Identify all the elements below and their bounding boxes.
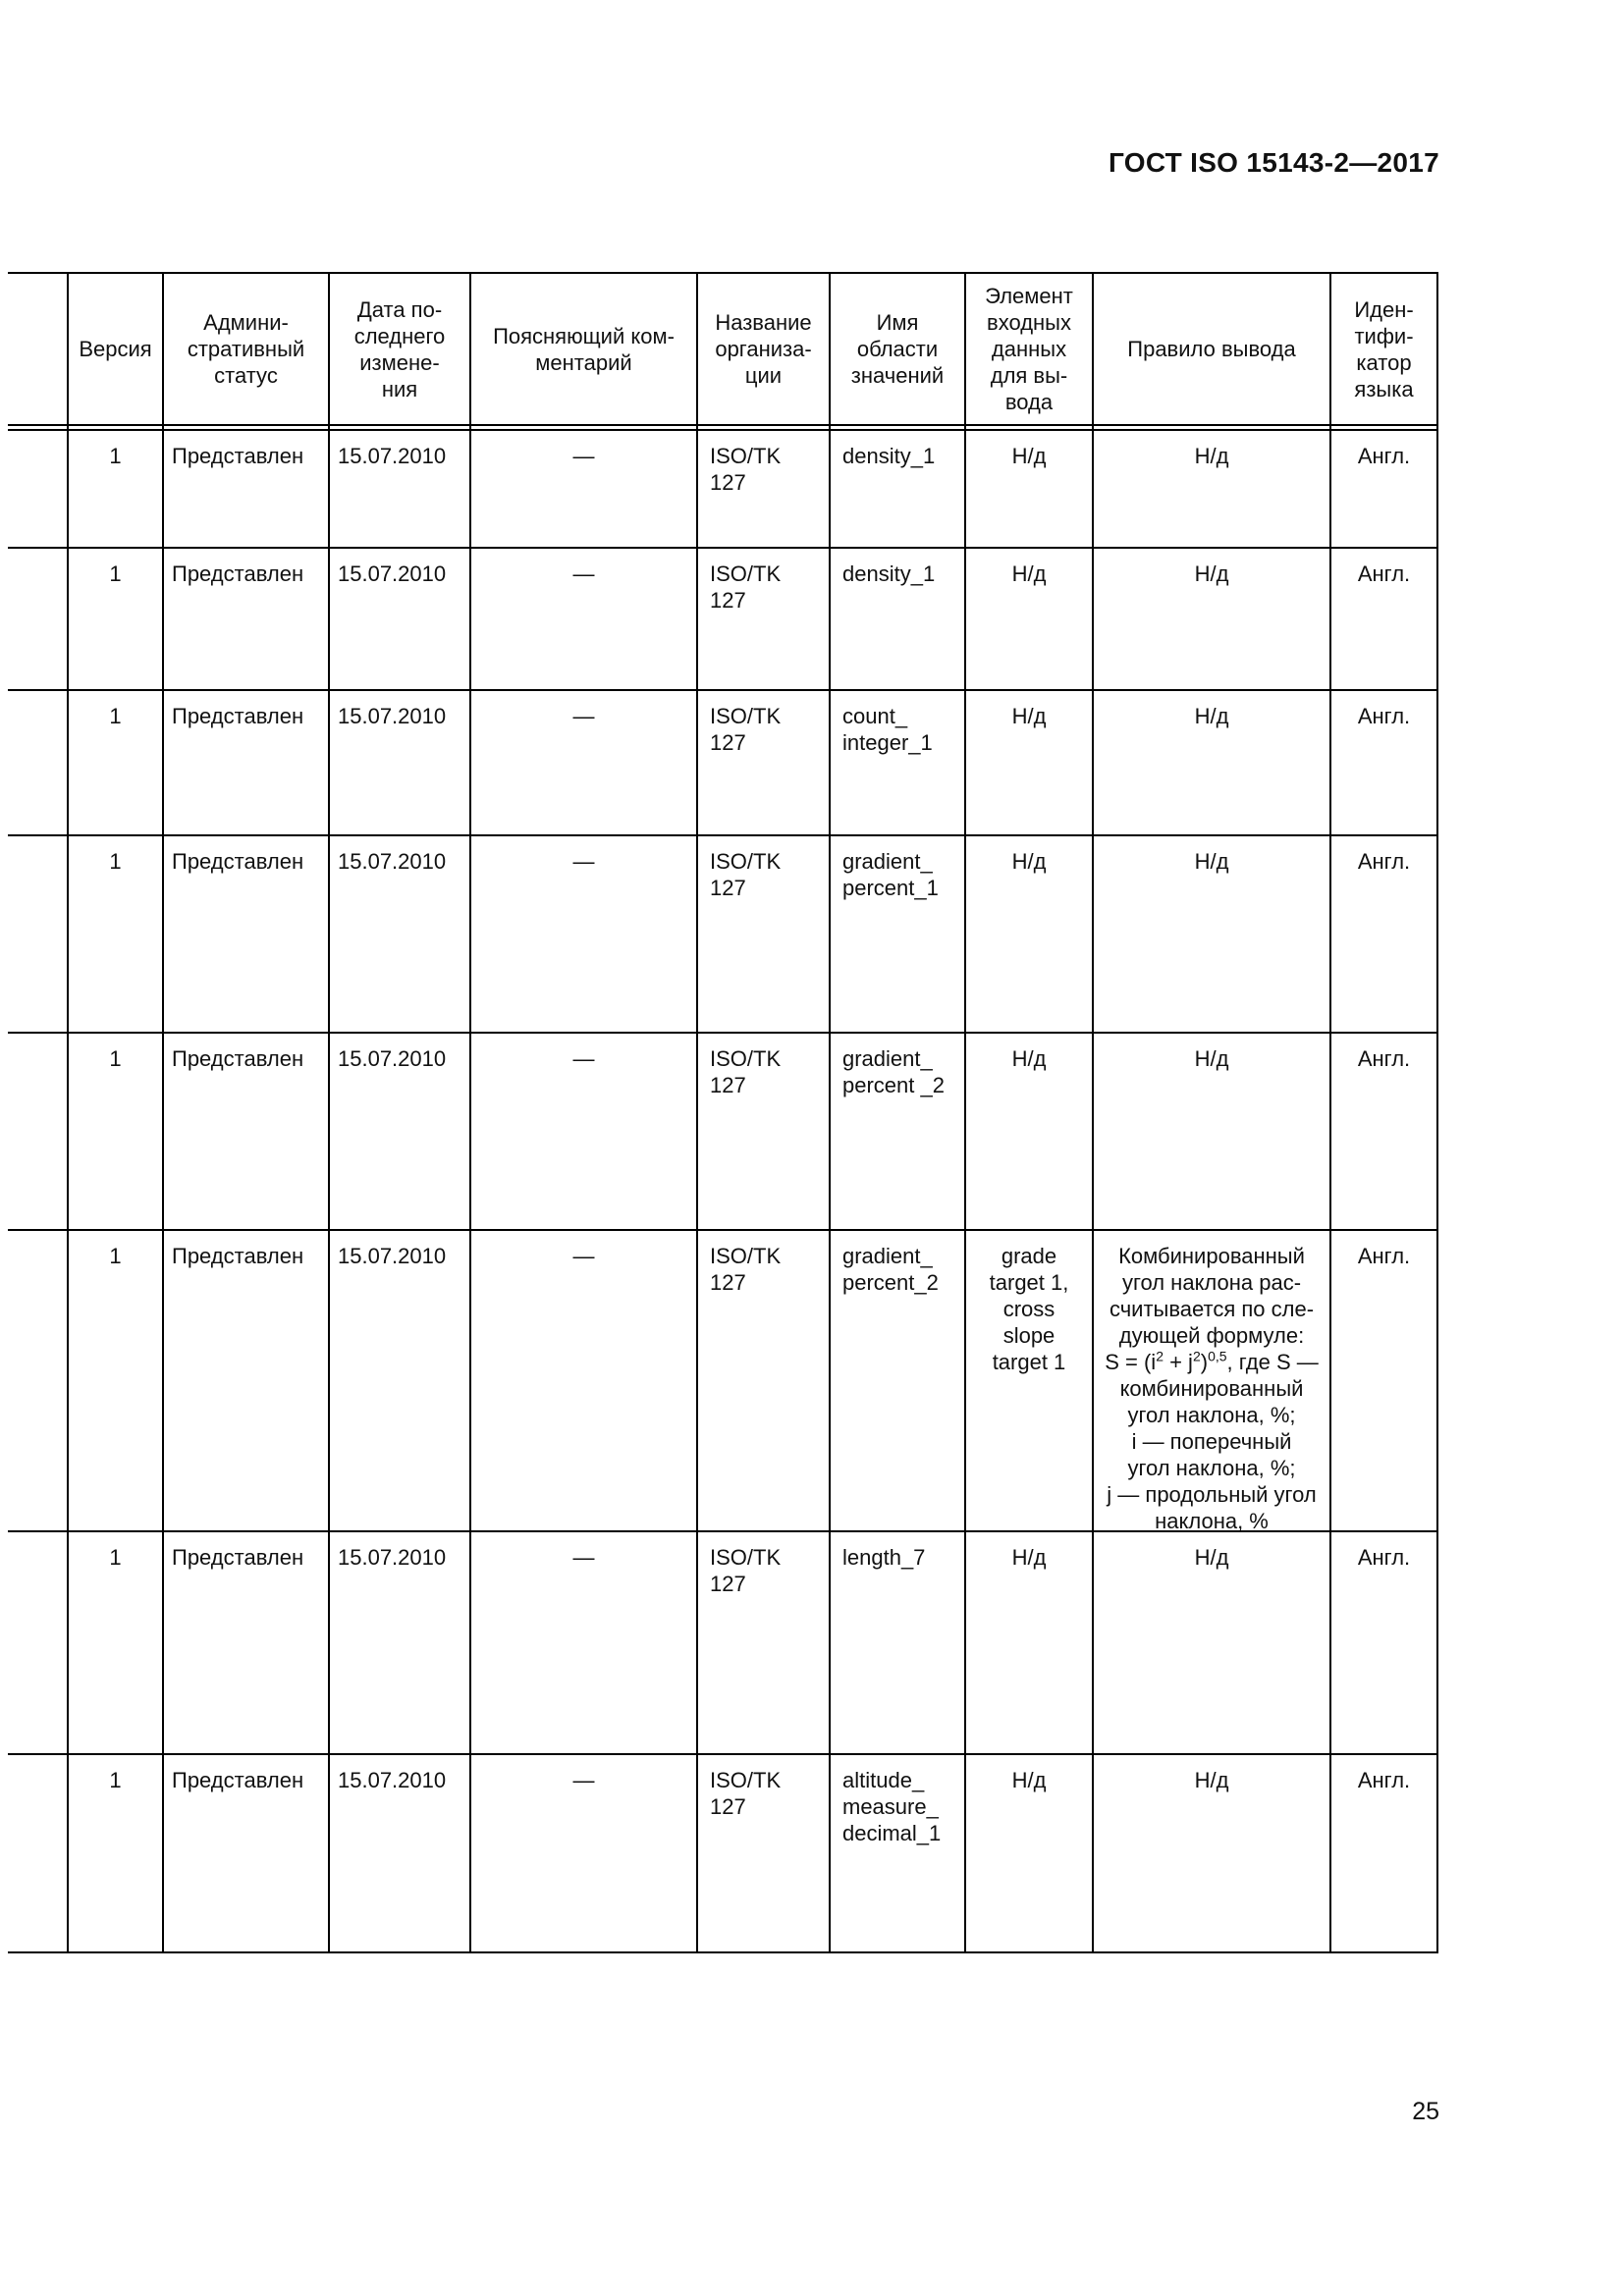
cell-derivation-rule: Н/д xyxy=(1194,561,1229,586)
rule-text-line xyxy=(1102,1243,1322,1269)
cell-comment: — xyxy=(572,561,595,586)
cell-admin-status: Представлен xyxy=(172,849,304,874)
header-organization xyxy=(698,274,829,424)
cell-change-date: 15.07.2010 xyxy=(338,561,447,586)
cell-comment: — xyxy=(572,1046,595,1071)
header-language-id xyxy=(1331,274,1436,424)
cell-version: 1 xyxy=(109,1545,122,1570)
cell-version: 1 xyxy=(109,1244,122,1268)
rule-text-fragment: 2 xyxy=(1192,1348,1201,1364)
cell-domain-name: altitude_ measure_ decimal_1 xyxy=(842,1768,942,1845)
header-change-date xyxy=(330,274,469,424)
page-number: 25 xyxy=(1412,2098,1439,2125)
cell-input-element: Н/д xyxy=(1011,1768,1047,1792)
cell-input-element: Н/д xyxy=(1011,1545,1047,1570)
rule-text-fragment: дующей формуле: xyxy=(1118,1323,1305,1348)
rule-text-line xyxy=(1102,1508,1322,1534)
header-domain-name xyxy=(831,274,964,424)
rule-text-fragment: 2 xyxy=(1156,1348,1164,1364)
rule-text-line xyxy=(1102,1402,1322,1428)
cell-derivation-rule xyxy=(1094,1243,1329,1533)
cell-admin-status: Представлен xyxy=(172,444,304,468)
rule-text-fragment: , где S — xyxy=(1226,1350,1319,1374)
header-label: Иден- тифи- катор языка xyxy=(1354,296,1414,401)
cell-admin-status: Представлен xyxy=(172,704,304,728)
cell-organization: ISO/TK 127 xyxy=(710,1244,782,1295)
rule-text-fragment: + j xyxy=(1163,1350,1193,1374)
cell-domain-name: gradient_ percent_1 xyxy=(842,849,939,900)
cell-language-id: Англ. xyxy=(1357,1545,1411,1570)
cell-input-element: Н/д xyxy=(1011,444,1047,468)
table-bottom-border xyxy=(8,1951,1438,1953)
header-label: Админи- стративный статус xyxy=(187,310,305,388)
cell-organization: ISO/TK 127 xyxy=(710,444,782,495)
cell-admin-status: Представлен xyxy=(172,1768,304,1792)
cell-comment: — xyxy=(572,849,595,874)
cell-organization: ISO/TK 127 xyxy=(710,849,782,900)
cell-version: 1 xyxy=(109,1046,122,1071)
rule-text-fragment: угол наклона, %; xyxy=(1127,1456,1296,1480)
cell-organization: ISO/TK 127 xyxy=(710,1046,782,1097)
header-label: Элемент входных данных для вы- вода xyxy=(985,284,1073,414)
cell-admin-status: Представлен xyxy=(172,1046,304,1071)
rule-text-fragment: комбинированный xyxy=(1119,1376,1304,1401)
cell-derivation-rule: Н/д xyxy=(1194,1046,1229,1071)
cell-derivation-rule: Н/д xyxy=(1194,1768,1229,1792)
header-derivation-rule xyxy=(1094,274,1329,424)
header-comment xyxy=(471,274,696,424)
cell-version: 1 xyxy=(109,704,122,728)
cell-language-id: Англ. xyxy=(1357,1244,1411,1268)
cell-change-date: 15.07.2010 xyxy=(338,704,447,728)
cell-language-id: Англ. xyxy=(1357,849,1411,874)
cell-domain-name: gradient_ percent_2 xyxy=(842,1244,939,1295)
cell-admin-status: Представлен xyxy=(172,561,304,586)
cell-organization: ISO/TK 127 xyxy=(710,1768,782,1819)
rule-text-fragment: угол наклона рас- xyxy=(1121,1270,1302,1295)
rule-text-fragment: считывается по сле- xyxy=(1109,1297,1315,1321)
cell-derivation-rule: Н/д xyxy=(1194,704,1229,728)
header-label: Название организа- ции xyxy=(715,310,812,388)
rule-text-line xyxy=(1102,1428,1322,1455)
cell-change-date: 15.07.2010 xyxy=(338,1545,447,1570)
cell-change-date: 15.07.2010 xyxy=(338,849,447,874)
header-version xyxy=(69,274,162,424)
cell-input-element: Н/д xyxy=(1011,1046,1047,1071)
cell-domain-name: gradient_ percent _2 xyxy=(842,1046,945,1097)
header-input-element xyxy=(966,274,1092,424)
rule-text-line xyxy=(1102,1322,1322,1349)
cell-change-date: 15.07.2010 xyxy=(338,444,447,468)
cell-version: 1 xyxy=(109,561,122,586)
cell-admin-status: Представлен xyxy=(172,1244,304,1268)
cell-input-element: Н/д xyxy=(1011,849,1047,874)
data-table xyxy=(8,272,1438,1953)
cell-domain-name: density_1 xyxy=(842,444,936,468)
row-divider xyxy=(8,547,1438,549)
column-divider xyxy=(1436,272,1438,1953)
cell-derivation-rule: Н/д xyxy=(1194,444,1229,468)
row-divider xyxy=(8,689,1438,691)
rule-text-fragment: 0,5 xyxy=(1208,1348,1227,1364)
header-double-divider xyxy=(8,429,1438,431)
cell-input-element: Н/д xyxy=(1011,704,1047,728)
cell-change-date: 15.07.2010 xyxy=(338,1046,447,1071)
header-label: Версия xyxy=(79,337,152,361)
cell-language-id: Англ. xyxy=(1357,444,1411,468)
rule-text-fragment: j — продольный угол xyxy=(1107,1482,1317,1507)
header-label: Дата по- следнего измене- ния xyxy=(353,296,446,401)
rule-text-line xyxy=(1102,1481,1322,1508)
cell-change-date: 15.07.2010 xyxy=(338,1768,447,1792)
cell-input-element: grade target 1, cross slope target 1 xyxy=(989,1244,1069,1374)
cell-domain-name: density_1 xyxy=(842,561,936,586)
row-divider xyxy=(8,1032,1438,1034)
row-divider xyxy=(8,1753,1438,1755)
document-code-header: ГОСТ ISO 15143-2—2017 xyxy=(1108,147,1439,178)
rule-text-fragment: наклона, % xyxy=(1155,1509,1269,1533)
header-label: Поясняющий ком- ментарий xyxy=(493,323,675,375)
cell-version: 1 xyxy=(109,444,122,468)
rule-text-line xyxy=(1102,1349,1322,1375)
row-divider xyxy=(8,424,1438,426)
cell-comment: — xyxy=(572,1244,595,1268)
rule-text-line xyxy=(1102,1269,1322,1296)
rule-text-fragment: S = (i xyxy=(1105,1350,1157,1374)
cell-domain-name: count_ integer_1 xyxy=(842,704,933,755)
header-admin-status xyxy=(164,274,328,424)
cell-language-id: Англ. xyxy=(1357,1046,1411,1071)
cell-input-element: Н/д xyxy=(1011,561,1047,586)
cell-language-id: Англ. xyxy=(1357,1768,1411,1792)
cell-language-id: Англ. xyxy=(1357,561,1411,586)
row-divider xyxy=(8,1229,1438,1231)
rule-text-line xyxy=(1102,1296,1322,1322)
cell-derivation-rule: Н/д xyxy=(1194,1545,1229,1570)
header-label: Имя области значений xyxy=(850,310,945,388)
rule-text-fragment: Комбинированный xyxy=(1118,1244,1305,1268)
cell-language-id: Англ. xyxy=(1357,704,1411,728)
header-label: Правило вывода xyxy=(1127,337,1296,361)
cell-version: 1 xyxy=(109,849,122,874)
cell-change-date: 15.07.2010 xyxy=(338,1244,447,1268)
cell-comment: — xyxy=(572,1768,595,1792)
cell-version: 1 xyxy=(109,1768,122,1792)
rule-text-fragment: i — поперечный xyxy=(1131,1429,1292,1454)
cell-domain-name: length_7 xyxy=(842,1545,926,1570)
rule-text-line xyxy=(1102,1455,1322,1481)
cell-admin-status: Представлен xyxy=(172,1545,304,1570)
cell-comment: — xyxy=(572,704,595,728)
cell-organization: ISO/TK 127 xyxy=(710,1545,782,1596)
cell-organization: ISO/TK 127 xyxy=(710,561,782,613)
rule-text-fragment: ) xyxy=(1200,1350,1209,1374)
rule-text-line xyxy=(1102,1375,1322,1402)
cell-comment: — xyxy=(572,444,595,468)
cell-derivation-rule: Н/д xyxy=(1194,849,1229,874)
rule-text-fragment: угол наклона, %; xyxy=(1127,1403,1296,1427)
cell-organization: ISO/TK 127 xyxy=(710,704,782,755)
row-divider xyxy=(8,834,1438,836)
cell-comment: — xyxy=(572,1545,595,1570)
